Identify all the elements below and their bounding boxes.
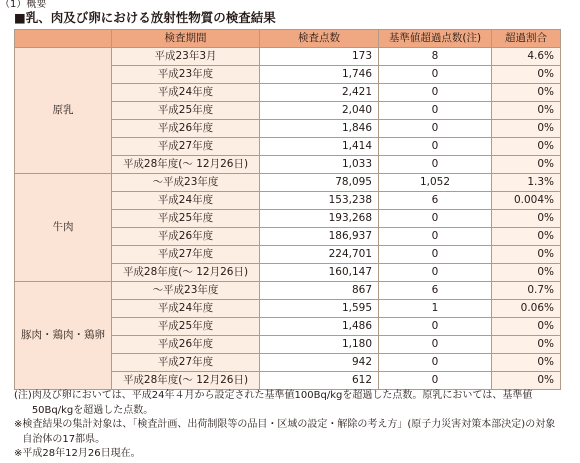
period-cell: 平成24年度 <box>112 300 260 318</box>
period-cell: 平成27年度 <box>112 138 260 156</box>
header-ratio: 超過割合 <box>492 30 561 48</box>
count-cell: 1,180 <box>260 336 379 354</box>
over-cell: 1,052 <box>379 174 492 192</box>
over-cell: 0 <box>379 318 492 336</box>
over-cell: 1 <box>379 300 492 318</box>
header-period: 検査期間 <box>112 30 260 48</box>
over-cell: 0 <box>379 102 492 120</box>
period-cell: 平成25年度 <box>112 102 260 120</box>
period-cell: 平成23年度 <box>112 66 260 84</box>
period-cell: 平成25年度 <box>112 318 260 336</box>
over-cell: 0 <box>379 336 492 354</box>
period-cell: 平成28年度(～ 12月26日) <box>112 372 260 390</box>
over-cell: 0 <box>379 66 492 84</box>
over-cell: 0 <box>379 228 492 246</box>
period-cell: 平成27年度 <box>112 246 260 264</box>
category-cell: 牛肉 <box>15 174 112 282</box>
header-blank-cell <box>15 30 112 48</box>
over-cell: 0 <box>379 84 492 102</box>
count-cell: 224,701 <box>260 246 379 264</box>
over-cell: 0 <box>379 354 492 372</box>
footnote <box>14 447 564 462</box>
ratio-cell: 0% <box>492 102 561 120</box>
table-header-row <box>15 30 561 48</box>
category-cell: 豚肉・鶏肉・鶏卵 <box>15 282 112 390</box>
footnote-mark: ※ <box>14 419 23 430</box>
ratio-cell: 4.6% <box>492 48 561 66</box>
footnote-text: 検査結果の集計対象は、「検査計画、出荷制限等の品目・区域の設定・解除の考え方」(原子力災害対策本部決定)の対象自治体の17都県。 <box>22 419 556 445</box>
count-cell: 942 <box>260 354 379 372</box>
ratio-cell: 0% <box>492 66 561 84</box>
table-row <box>15 48 561 66</box>
ratio-cell: 0% <box>492 336 561 354</box>
table-row <box>15 282 561 300</box>
count-cell: 173 <box>260 48 379 66</box>
over-cell: 6 <box>379 192 492 210</box>
ratio-cell: 0% <box>492 264 561 282</box>
period-cell: 平成26年度 <box>112 228 260 246</box>
header-over: 基準値超過点数(注) <box>379 30 492 48</box>
count-cell: 1,746 <box>260 66 379 84</box>
footnotes <box>14 389 564 462</box>
ratio-cell: 0% <box>492 246 561 264</box>
period-cell: 平成27年度 <box>112 354 260 372</box>
period-cell: ～平成23年度 <box>112 282 260 300</box>
ratio-cell: 0% <box>492 120 561 138</box>
count-cell: 2,421 <box>260 84 379 102</box>
top-cut-heading: （1）概要 <box>0 0 47 10</box>
over-cell: 0 <box>379 120 492 138</box>
footnote-mark: ※ <box>14 448 23 459</box>
count-cell: 153,238 <box>260 192 379 210</box>
count-cell: 1,846 <box>260 120 379 138</box>
ratio-cell: 0.004% <box>492 192 561 210</box>
count-cell: 186,937 <box>260 228 379 246</box>
count-cell: 193,268 <box>260 210 379 228</box>
period-cell: 平成26年度 <box>112 120 260 138</box>
over-cell: 0 <box>379 156 492 174</box>
ratio-cell: 0.7% <box>492 282 561 300</box>
over-cell: 0 <box>379 210 492 228</box>
footnote-mark: (注) <box>14 390 32 401</box>
ratio-cell: 0% <box>492 156 561 174</box>
ratio-cell: 0% <box>492 318 561 336</box>
ratio-cell: 0% <box>492 84 561 102</box>
period-cell: 平成24年度 <box>112 84 260 102</box>
count-cell: 1,414 <box>260 138 379 156</box>
footnote <box>14 418 564 447</box>
count-cell: 78,095 <box>260 174 379 192</box>
document-title: ■乳、肉及び卵における放射性物質の検査結果 <box>14 10 276 25</box>
ratio-cell: 0% <box>492 210 561 228</box>
footnote <box>14 389 564 418</box>
category-cell: 原乳 <box>15 48 112 174</box>
period-cell: ～平成23年度 <box>112 174 260 192</box>
period-cell: 平成26年度 <box>112 336 260 354</box>
over-cell: 0 <box>379 138 492 156</box>
footnote-text: 平成28年12月26日現在。 <box>22 448 141 459</box>
period-cell: 平成24年度 <box>112 192 260 210</box>
results-table <box>14 29 561 390</box>
footnote-text: 肉及び卵においては、平成24年４月から設定された基準値100Bq/kgを超過した点数。原乳においては、基準値50Bq/kgを超過した点数。 <box>31 390 533 416</box>
period-cell: 平成28年度(～ 12月26日) <box>112 156 260 174</box>
over-cell: 0 <box>379 264 492 282</box>
ratio-cell: 0% <box>492 138 561 156</box>
period-cell: 平成28年度(～ 12月26日) <box>112 264 260 282</box>
count-cell: 1,033 <box>260 156 379 174</box>
header-count: 検査点数 <box>260 30 379 48</box>
table-row <box>15 174 561 192</box>
count-cell: 1,486 <box>260 318 379 336</box>
over-cell: 6 <box>379 282 492 300</box>
period-cell: 平成23年3月 <box>112 48 260 66</box>
ratio-cell: 1.3% <box>492 174 561 192</box>
count-cell: 1,595 <box>260 300 379 318</box>
count-cell: 867 <box>260 282 379 300</box>
over-cell: 8 <box>379 48 492 66</box>
period-cell: 平成25年度 <box>112 210 260 228</box>
over-cell: 0 <box>379 246 492 264</box>
ratio-cell: 0% <box>492 354 561 372</box>
over-cell: 0 <box>379 372 492 390</box>
ratio-cell: 0% <box>492 372 561 390</box>
table-body <box>15 48 561 390</box>
count-cell: 2,040 <box>260 102 379 120</box>
count-cell: 612 <box>260 372 379 390</box>
ratio-cell: 0% <box>492 228 561 246</box>
ratio-cell: 0.06% <box>492 300 561 318</box>
count-cell: 160,147 <box>260 264 379 282</box>
